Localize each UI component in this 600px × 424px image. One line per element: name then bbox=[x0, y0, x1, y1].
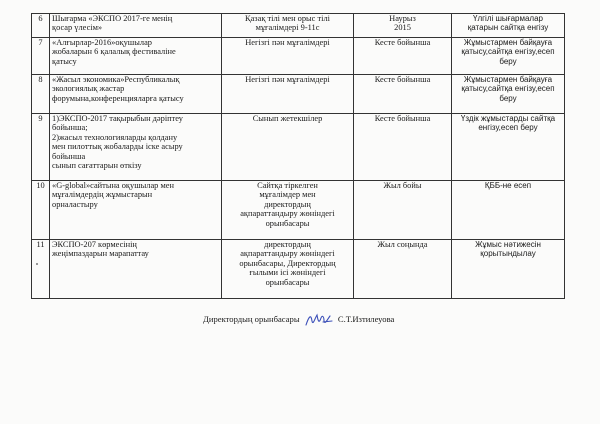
cell-event bbox=[50, 114, 222, 181]
cell-line: орынбасары bbox=[265, 218, 310, 228]
cell-line: директордың bbox=[264, 240, 311, 249]
table-row bbox=[32, 38, 565, 75]
cell-line: «Алғырлар-2016»оқушылар bbox=[52, 38, 152, 47]
cell-result bbox=[452, 38, 565, 75]
cell-line: беру bbox=[499, 56, 517, 66]
cell-responsible bbox=[222, 181, 354, 240]
cell-line: Негізгі пән мұғалімдері bbox=[245, 38, 330, 47]
cell-result bbox=[452, 14, 565, 38]
cell-event bbox=[50, 75, 222, 114]
cell-line: орынбасары bbox=[265, 277, 310, 287]
cell-number: 11 bbox=[32, 240, 50, 299]
cell-line: 1)ЭКСПО-2017 тақырыбын дәріптеу bbox=[52, 114, 183, 123]
cell-line: жеңімпаздарын марапаттау bbox=[52, 249, 149, 259]
cell-result bbox=[452, 114, 565, 181]
cell-line: «G-global»сайтына оқушылар мен bbox=[52, 181, 174, 190]
cell-line: қорытындылау bbox=[480, 249, 536, 259]
cell-line: қатысу,сайтқа енгізу,есеп bbox=[461, 84, 555, 94]
cell-line: форумына,конференцияларға қатысу bbox=[52, 93, 184, 103]
cell-deadline bbox=[354, 38, 452, 75]
signature-block bbox=[203, 312, 394, 328]
cell-line: «Жасыл экономика»Республикалық bbox=[52, 75, 180, 84]
handwritten-signature-icon bbox=[304, 312, 334, 328]
signature-name: С.Т.Изтилеуова bbox=[337, 313, 395, 324]
cell-line: ҚББ-не есеп bbox=[484, 181, 532, 190]
cell-number: 10 bbox=[32, 181, 50, 240]
cell-deadline bbox=[354, 14, 452, 38]
cell-line: 2)жасыл технологияларды қолдану bbox=[52, 132, 178, 142]
cell-deadline bbox=[354, 114, 452, 181]
cell-line: Кесте бойынша bbox=[374, 75, 431, 84]
cell-line: қатысу bbox=[52, 56, 77, 66]
cell-result bbox=[452, 240, 565, 299]
cell-line: сынып сағаттарын өткізу bbox=[52, 161, 142, 171]
cell-event bbox=[50, 240, 222, 299]
cell-line: орналастыру bbox=[52, 199, 98, 209]
cell-line: ақпараттандыру жөніндегі bbox=[240, 209, 335, 219]
cell-line: Үздік жұмыстарды сайтқа bbox=[460, 114, 556, 123]
cell-line: Наурыз bbox=[389, 14, 416, 23]
cell-line: Негізгі пән мұғалімдері bbox=[245, 75, 330, 84]
cell-line: орынбасары, Директордың bbox=[239, 258, 336, 268]
cell-responsible bbox=[222, 240, 354, 299]
table-row bbox=[32, 14, 565, 38]
cell-line: Шығарма «ЭКСПО 2017-ге менің bbox=[52, 14, 173, 23]
cell-number: 6 bbox=[32, 14, 50, 38]
cell-line: беру bbox=[499, 93, 517, 103]
table-row bbox=[32, 181, 565, 240]
cell-line: мұғалімдер мен bbox=[259, 190, 316, 200]
table-row bbox=[32, 240, 565, 299]
cell-line: мұғалімдердің жұмыстарын bbox=[52, 190, 153, 200]
cell-line: Жыл бойы bbox=[383, 181, 422, 190]
cell-line: енгізу,есеп беру bbox=[478, 123, 538, 133]
cell-line: жобаларын 6 қалалық фестивалiне bbox=[52, 47, 176, 57]
cell-line: Сынып жетекшілер bbox=[252, 114, 323, 123]
signature-role: Директордың орынбасары bbox=[203, 313, 300, 324]
table-row bbox=[32, 114, 565, 181]
cell-line: Үлгілі шығармалар bbox=[473, 14, 543, 23]
cell-event bbox=[50, 181, 222, 240]
cell-number: 9 bbox=[32, 114, 50, 181]
cell-line: қатысу,сайтқа енгізу,есеп bbox=[461, 47, 555, 57]
cell-line: бойынша; bbox=[52, 123, 88, 133]
cell-line: Кесте бойынша bbox=[374, 38, 431, 47]
cell-line: Жұмыстармен байқауға bbox=[463, 38, 553, 47]
cell-responsible bbox=[222, 38, 354, 75]
cell-responsible bbox=[222, 14, 354, 38]
cell-line: қосар үлесім» bbox=[52, 23, 103, 33]
cell-line: 2015 bbox=[394, 23, 411, 33]
cell-line: экологиялық жастар bbox=[52, 84, 125, 94]
cell-event bbox=[50, 14, 222, 38]
cell-line: ЭКСПО-207 көрмесінің bbox=[52, 240, 137, 249]
cell-line: мұғалімдері 9-11с bbox=[255, 23, 320, 33]
cell-line: Кесте бойынша bbox=[374, 114, 431, 123]
cell-line: Сайтқа тіркелген bbox=[257, 181, 318, 190]
cell-line: директордың bbox=[264, 199, 311, 209]
cell-line: қатарын сайтқа енгізу bbox=[467, 23, 549, 33]
cell-result bbox=[452, 75, 565, 114]
cell-line: ғылыми ісі жөніндегі bbox=[249, 268, 326, 278]
cell-event bbox=[50, 38, 222, 75]
scan-speck bbox=[36, 263, 38, 265]
cell-deadline bbox=[354, 181, 452, 240]
cell-line: Жұмыстармен байқауға bbox=[463, 75, 553, 84]
cell-deadline bbox=[354, 75, 452, 114]
cell-line: Жұмыс нәтижесін bbox=[475, 240, 541, 249]
cell-deadline bbox=[354, 240, 452, 299]
cell-number: 7 bbox=[32, 38, 50, 75]
cell-number: 8 bbox=[32, 75, 50, 114]
cell-line: Жыл соңында bbox=[377, 240, 428, 249]
cell-responsible bbox=[222, 114, 354, 181]
cell-result bbox=[452, 181, 565, 240]
cell-line: бойынша bbox=[52, 151, 86, 161]
cell-line: ақпараттандыру жөніндегі bbox=[240, 249, 335, 259]
cell-responsible bbox=[222, 75, 354, 114]
cell-line: мен пилоттық жобаларды іске асыру bbox=[52, 142, 183, 152]
cell-line: Қазақ тілі мен орыс тілі bbox=[245, 14, 330, 23]
table-row bbox=[32, 75, 565, 114]
plan-table bbox=[31, 13, 565, 299]
plan-table-body bbox=[32, 14, 565, 299]
